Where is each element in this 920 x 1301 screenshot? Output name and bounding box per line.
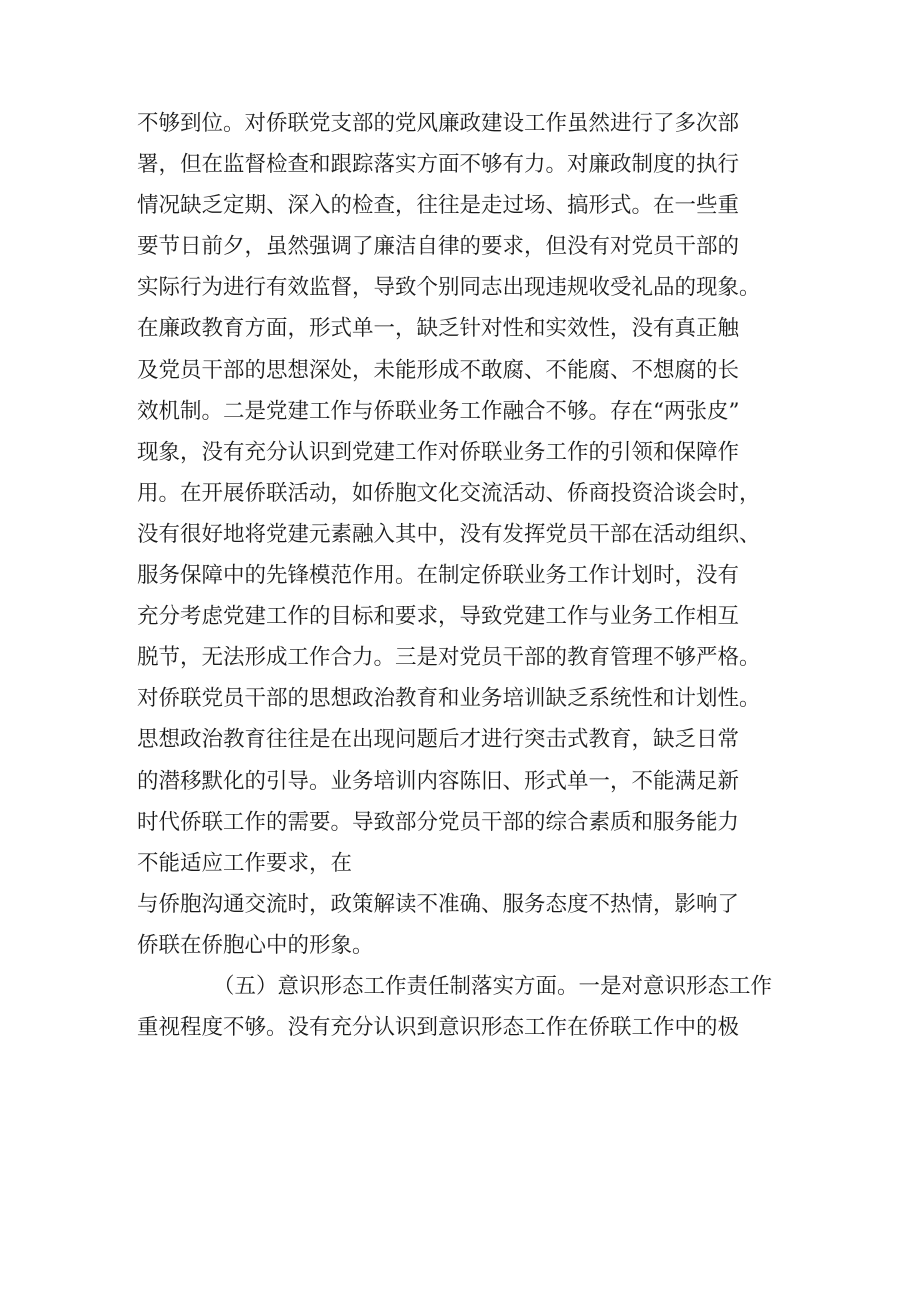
text-line: 充分考虑党建工作的目标和要求，导致党建工作与业务工作相互 [137, 604, 740, 630]
text-line: 不够到位。对侨联党支部的党风廉政建设工作虽然进行了多次部 [137, 111, 740, 136]
text-line: 实际行为进行有效监督，导致个别同志出现违规收受礼品的现象。 [137, 275, 761, 301]
body-text [137, 103, 797, 1048]
section-heading-line: （五）意识形态工作责任制落实方面。一是对意识形态工作 [213, 973, 773, 999]
text-line: 效机制。二是党建工作与侨联业务工作融合不够。存在“两张皮” [137, 398, 740, 424]
text-line: 情况缺乏定期、深入的检查，往往是走过场、搞形式。在一些重 [137, 193, 740, 219]
text-line: 与侨胞沟通交流时，政策解读不准确、服务态度不热情，影响了 [137, 891, 740, 917]
text-line: 重视程度不够。没有充分认识到意识形态工作在侨联工作中的极 [137, 1015, 740, 1041]
text-line: 在廉政教育方面，形式单一，缺乏针对性和实效性，没有真正触 [137, 316, 740, 342]
text-line: 对侨联党员干部的思想政治教育和业务培训缺乏系统性和计划性。 [137, 686, 761, 712]
text-line: 署，但在监督检查和跟踪落实方面不够有力。对廉政制度的执行 [137, 152, 740, 178]
text-line: 现象，没有充分认识到党建工作对侨联业务工作的引领和保障作 [137, 439, 740, 465]
text-line: 要节日前夕，虽然强调了廉洁自律的要求，但没有对党员干部的 [137, 234, 740, 260]
text-line: 的潜移默化的引导。业务培训内容陈旧、形式单一，不能满足新 [137, 768, 740, 794]
text-line: 不能适应工作要求，在 [137, 850, 353, 876]
text-line: 用。在开展侨联活动，如侨胞文化交流活动、侨商投资洽谈会时， [137, 480, 761, 506]
text-line: 脱节，无法形成工作合力。三是对党员干部的教育管理不够严格。 [137, 645, 761, 671]
text-line: 服务保障中的先锋模范作用。在制定侨联业务工作计划时，没有 [137, 563, 740, 589]
text-line: 及党员干部的思想深处，未能形成不敢腐、不能腐、不想腐的长 [137, 357, 740, 383]
text-line: 侨联在侨胞心中的形象。 [137, 932, 374, 958]
text-line: 没有很好地将党建元素融入其中，没有发挥党员干部在活动组织、 [137, 521, 761, 547]
text-line: 思想政治教育往往是在出现问题后才进行突击式教育，缺乏日常 [137, 727, 740, 753]
text-line: 时代侨联工作的需要。导致部分党员干部的综合素质和服务能力 [137, 809, 740, 835]
